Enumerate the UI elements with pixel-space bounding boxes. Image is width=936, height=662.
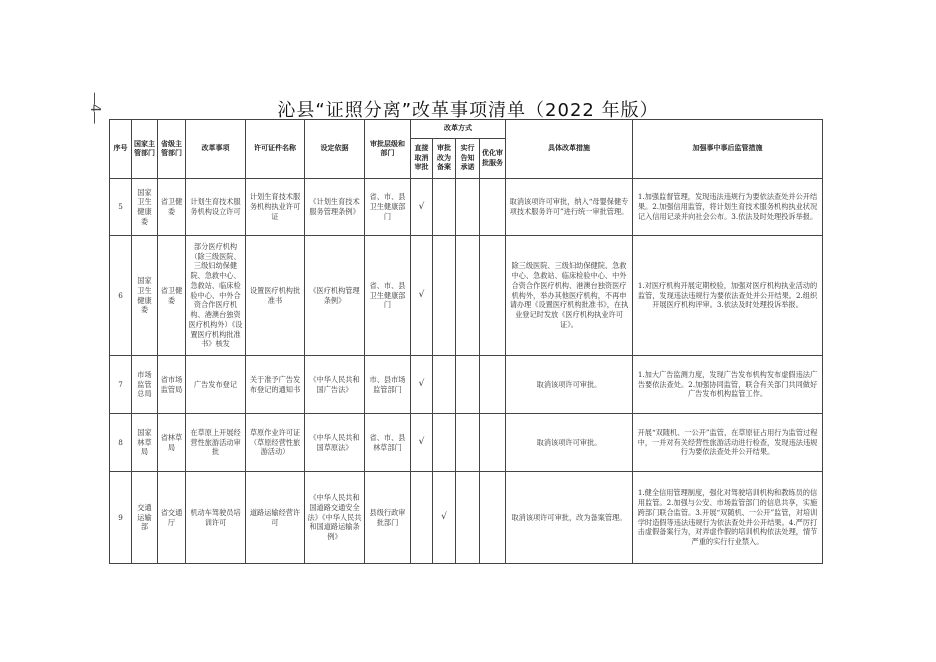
license-name-cell: 设置医疗机构批准书 [246,236,305,356]
supervision-measure-cell: 1.对医疗机构开展定期校验，加强对医疗机构执业活动的监管，发现违法违规行为要依法查处并公开结果。2.组织开展医疗机构评审。3.依法及时处理投诉举报。 [633,236,823,356]
legal-basis-cell: 《计划生育技术服务管理条例》 [305,179,365,236]
national-dept-cell: 国家卫生健康委 [132,179,158,236]
method-filing-cell [433,414,456,472]
seq-cell: 5 [110,179,132,236]
method-cancel-cell: √ [411,356,433,414]
license-name-cell: 草原作业许可证（草原经营性旅游活动） [246,414,305,472]
provincial-dept-cell: 省林草局 [158,414,186,472]
method-cancel-cell: √ [411,179,433,236]
method-cancel-cell [411,472,433,564]
method-optimize-cell [480,414,506,472]
approval-level-cell: 省、市、县卫生健康部门 [365,179,411,236]
seq-cell: 6 [110,236,132,356]
approval-level-cell: 省、市、县林草部门 [365,414,411,472]
seq-cell: 8 [110,414,132,472]
national-dept-cell: 国家卫生健康委 [132,236,158,356]
header-reform-measures: 具体改革措施 [506,120,633,179]
header-supervision-measures: 加强事中事后监管措施 [633,120,823,179]
license-name-cell: 计划生育技术服务机构执业许可证 [246,179,305,236]
header-provincial-dept: 省级主管部门 [158,120,186,179]
method-filing-cell [433,179,456,236]
reform-measure-cell: 取消该项许可审批。 [506,356,633,414]
table-header-row [110,120,823,139]
header-approval-level: 审批层级和部门 [365,120,411,179]
method-commitment-cell [456,414,480,472]
reform-item-cell: 广告发布登记 [186,356,246,414]
table-row [110,414,823,472]
table-row [110,236,823,356]
table-row [110,179,823,236]
method-optimize-cell [480,236,506,356]
supervision-measure-cell: 1.健全信用管理制度，强化对驾驶培训机构和教练员的信用监管。2.加强与公安、市场监管部门的信息共享，实施跨部门联合监管。3.开展“双随机、一公开”监管，对培训学时造假等违法违规行为依法查处并公开结果。4.严厉打击虚假备案行为，对弄虚作假的培训机构依法处理，情节严重的实行行业禁入。 [633,472,823,564]
method-commitment-cell [456,179,480,236]
header-reform-method: 改革方式 [411,120,506,139]
method-cancel-cell: √ [411,414,433,472]
reform-measure-cell: 取消该项许可审批，纳入“母婴保健专项技术服务许可”进行统一审批管理。 [506,179,633,236]
national-dept-cell: 市场监管总局 [132,356,158,414]
provincial-dept-cell: 省卫健委 [158,236,186,356]
header-method-optimize: 优化审批服务 [480,139,506,179]
provincial-dept-cell: 省卫健委 [158,179,186,236]
national-dept-cell: 国家林草局 [132,414,158,472]
header-reform-item: 改革事项 [186,120,246,179]
reform-item-cell: 计划生育技术服务机构设立许可 [186,179,246,236]
seq-cell: 9 [110,472,132,564]
header-national-dept: 国家主管部门 [132,120,158,179]
document-title: 沁县“证照分离”改革事项清单（2022 年版） [277,100,659,121]
header-method-filing: 审批改为备案 [433,139,456,179]
supervision-measure-cell: 1.加大广告监测力度，发现广告发布机构发布虚假违法广告要依法查处。2.加强协同监管，联合有关部门共同做好广告发布机构监管工作。 [633,356,823,414]
supervision-measure-cell: 1.加强监督管理，发现违法违规行为要依法查处并公开结果。2.加强信用监管，将计划生育技术服务机构执业状况记入信用记录并向社会公布。3.依法及时处理投诉举报。 [633,179,823,236]
license-name-cell: 道路运输经营许可 [246,472,305,564]
supervision-measure-cell: 开展“双随机、一公开”监管，在草原征占用行为监管过程中，一并对有关经营性旅游活动进行检查，发现违法违规行为要依法查处并公开结果。 [633,414,823,472]
table-row [110,472,823,564]
reform-measure-cell: 取消该项许可审批。 [506,414,633,472]
page-number: —4— [87,92,102,124]
method-filing-cell [433,356,456,414]
reform-list-table [109,119,823,564]
header-method-commitment: 实行告知承诺 [456,139,480,179]
provincial-dept-cell: 省交通厅 [158,472,186,564]
header-license-name: 许可证件名称 [246,120,305,179]
legal-basis-cell: 《中华人民共和国道路交通安全法》《中华人民共和国道路运输条例》 [305,472,365,564]
method-filing-cell [433,236,456,356]
header-legal-basis: 设定依据 [305,120,365,179]
method-commitment-cell [456,356,480,414]
method-optimize-cell [480,179,506,236]
national-dept-cell: 交通运输部 [132,472,158,564]
legal-basis-cell: 《中华人民共和国广告法》 [305,356,365,414]
header-method-cancel: 直接取消审批 [411,139,433,179]
method-cancel-cell: √ [411,236,433,356]
seq-cell: 7 [110,356,132,414]
reform-item-cell: 部分医疗机构（除三级医院、三级妇幼保健院、急救中心、急救站、临床检验中心、中外合资合作医疗机构、港澳台独资医疗机构外）《设置医疗机构批准书》核发 [186,236,246,356]
method-optimize-cell [480,472,506,564]
reform-item-cell: 机动车驾驶员培训许可 [186,472,246,564]
method-commitment-cell [456,472,480,564]
method-optimize-cell [480,356,506,414]
license-name-cell: 关于准予广告发布登记的通知书 [246,356,305,414]
provincial-dept-cell: 省市场监管局 [158,356,186,414]
method-filing-cell: √ [433,472,456,564]
approval-level-cell: 省、市、县卫生健康部门 [365,236,411,356]
reform-measure-cell: 除三级医院、三级妇幼保健院、急救中心、急救站、临床检验中心、中外合资合作医疗机构、港澳台独资医疗机构外，举办其他医疗机构，不再申请办理《设置医疗机构批准书》，在执业登记时发放《医疗机构执业许可证》。 [506,236,633,356]
approval-level-cell: 市、县市场监管部门 [365,356,411,414]
method-commitment-cell [456,236,480,356]
reform-measure-cell: 取消该项许可审批，改为备案管理。 [506,472,633,564]
legal-basis-cell: 《中华人民共和国草原法》 [305,414,365,472]
legal-basis-cell: 《医疗机构管理条例》 [305,236,365,356]
approval-level-cell: 县级行政审批部门 [365,472,411,564]
header-seq: 序号 [110,120,132,179]
table-row [110,356,823,414]
reform-item-cell: 在草原上开展经营性旅游活动审批 [186,414,246,472]
